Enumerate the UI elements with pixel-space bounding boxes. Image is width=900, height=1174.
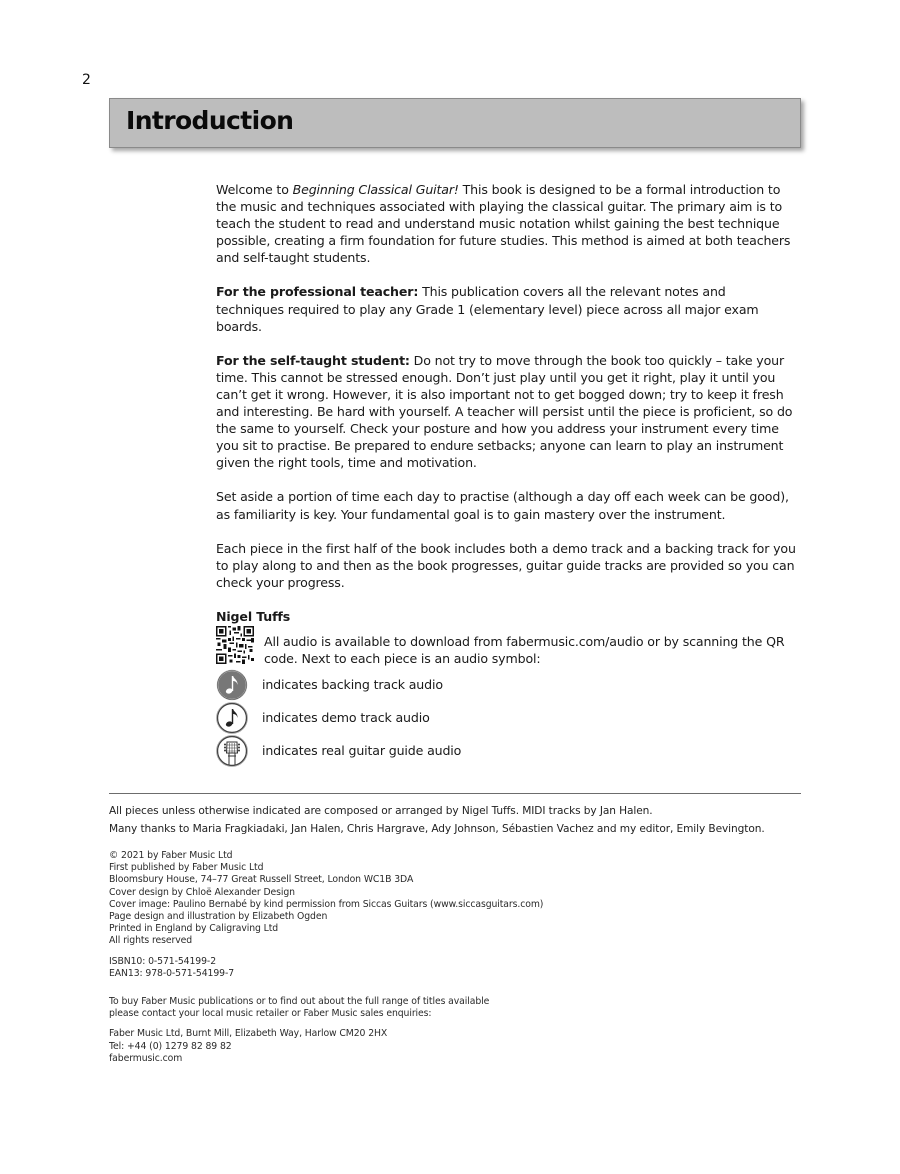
page-title: Introduction: [126, 106, 294, 135]
legend-label: indicates real guitar guide audio: [262, 742, 462, 758]
copyright-line: © 2021 by Faber Music Ltd: [109, 850, 233, 861]
printer-line: Printed in England by Caligraving Ltd: [109, 923, 279, 935]
welcome-text: This book is designed to be a formal introduction to the music and techniques associated with playing the classical guitar. The primary aim is to teach the student to read and understand music notation whilst gaining the best technique possible, creating a firm foundation for future studies. This method is aimed at both teachers and self-taught students.: [216, 182, 791, 266]
qr-code-icon[interactable]: [216, 626, 254, 664]
guitar-guide-icon: [216, 735, 248, 767]
website-link[interactable]: fabermusic.com: [109, 1052, 183, 1064]
student-paragraph: [216, 352, 796, 472]
teacher-lead: For the professional teacher:: [216, 284, 419, 300]
purchase-info: [109, 996, 609, 1020]
welcome-paragraph: [216, 181, 796, 266]
legend-label: indicates demo track audio: [262, 709, 430, 725]
introduction-body: [216, 181, 796, 637]
purchase-line-1: To buy Faber Music publications or to find out about the full range of titles available: [109, 996, 490, 1008]
practice-paragraph: Set aside a portion of time each day to practise (although a day off each week can be good), as familiarity is key. Your fundamental goal is to gain mastery over the instrument.: [216, 489, 789, 522]
publishing-info: [109, 850, 609, 948]
rights-line: All rights reserved: [109, 935, 193, 947]
page-design-line: Page design and illustration by Elizabeth Ogden: [109, 911, 328, 923]
cover-image-line: Cover image: Paulino Bernabé by kind permission from Siccas Guitars (www.siccasguitars.com): [109, 898, 544, 910]
backing-track-icon: [216, 669, 248, 701]
sales-address: Faber Music Ltd, Burnt Mill, Elizabeth Way, Harlow CM20 2HX: [109, 1028, 388, 1040]
teacher-text: This publication covers all the relevant notes and techniques required to play any Grade 1 (elementary level) piece across all major exam boards.: [216, 284, 759, 334]
page-number: 2: [82, 72, 91, 88]
isbn10: ISBN10: 0-571-54199-2: [109, 955, 217, 967]
cover-design-line: Cover design by Chloë Alexander Design: [109, 886, 295, 898]
legend-demo-track: [216, 701, 796, 734]
section-divider: [109, 793, 801, 794]
contact-info: [109, 1028, 609, 1065]
legend-guitar-guide: [216, 734, 796, 767]
composer-credit: All pieces unless otherwise indicated are composed or arranged by Nigel Tuffs. MIDI tracks by Jan Halen.: [109, 805, 653, 817]
acknowledgements: Many thanks to Maria Fragkiadaki, Jan Halen, Chris Hargrave, Ady Johnson, Sébastien Vachez and my editor, Emily Bevington.: [109, 823, 765, 835]
section-title-banner: [109, 98, 801, 148]
demo-track-icon: [216, 702, 248, 734]
purchase-line-2: please contact your local music retailer or Faber Music sales enquiries:: [109, 1008, 432, 1020]
credits: [109, 802, 809, 838]
colophon: [109, 850, 609, 1073]
publisher-address-line: Bloomsbury House, 74–77 Great Russell Street, London WC1B 3DA: [109, 874, 414, 886]
legend-backing-track: [216, 668, 796, 701]
tracks-paragraph: Each piece in the first half of the book includes both a demo track and a backing track for you to play along to and then as the book progresses, guitar guide tracks are provided so you can check your progress.: [216, 540, 796, 590]
student-lead: For the self-taught student:: [216, 352, 410, 368]
qr-instructions: All audio is available to download from fabermusic.com/audio or by scanning the QR code. Next to each piece is an audio symbol:: [264, 634, 785, 667]
sales-phone: Tel: +44 (0) 1279 82 89 82: [109, 1040, 232, 1052]
author-signature: Nigel Tuffs: [216, 608, 291, 624]
ean13: EAN13: 978-0-571-54199-7: [109, 967, 235, 979]
book-title: Beginning Classical Guitar!: [292, 182, 459, 197]
legend-label: indicates backing track audio: [262, 676, 443, 692]
student-text: Do not try to move through the book too quickly – take your time. This cannot be stressed enough. Don’t just play until you get it right, play it until you can’t get it wrong. However, it is also important not to get bogged down; try to keep it fresh and interesting. Be hard with yourself. A teacher will persist until the piece is proficient, so do the same to yourself. Check your posture and how you address your instrument every time you sit to practise. Be prepared to endure setbacks; anyone can learn to play an instrument given the right tools, time and motivation.: [216, 352, 793, 471]
welcome-prefix: Welcome to: [216, 182, 293, 197]
audio-info: [216, 626, 796, 767]
teacher-paragraph: [216, 283, 796, 334]
first-published-line: First published by Faber Music Ltd: [109, 862, 264, 874]
qr-row: [216, 626, 796, 668]
isbn-info: [109, 956, 609, 980]
